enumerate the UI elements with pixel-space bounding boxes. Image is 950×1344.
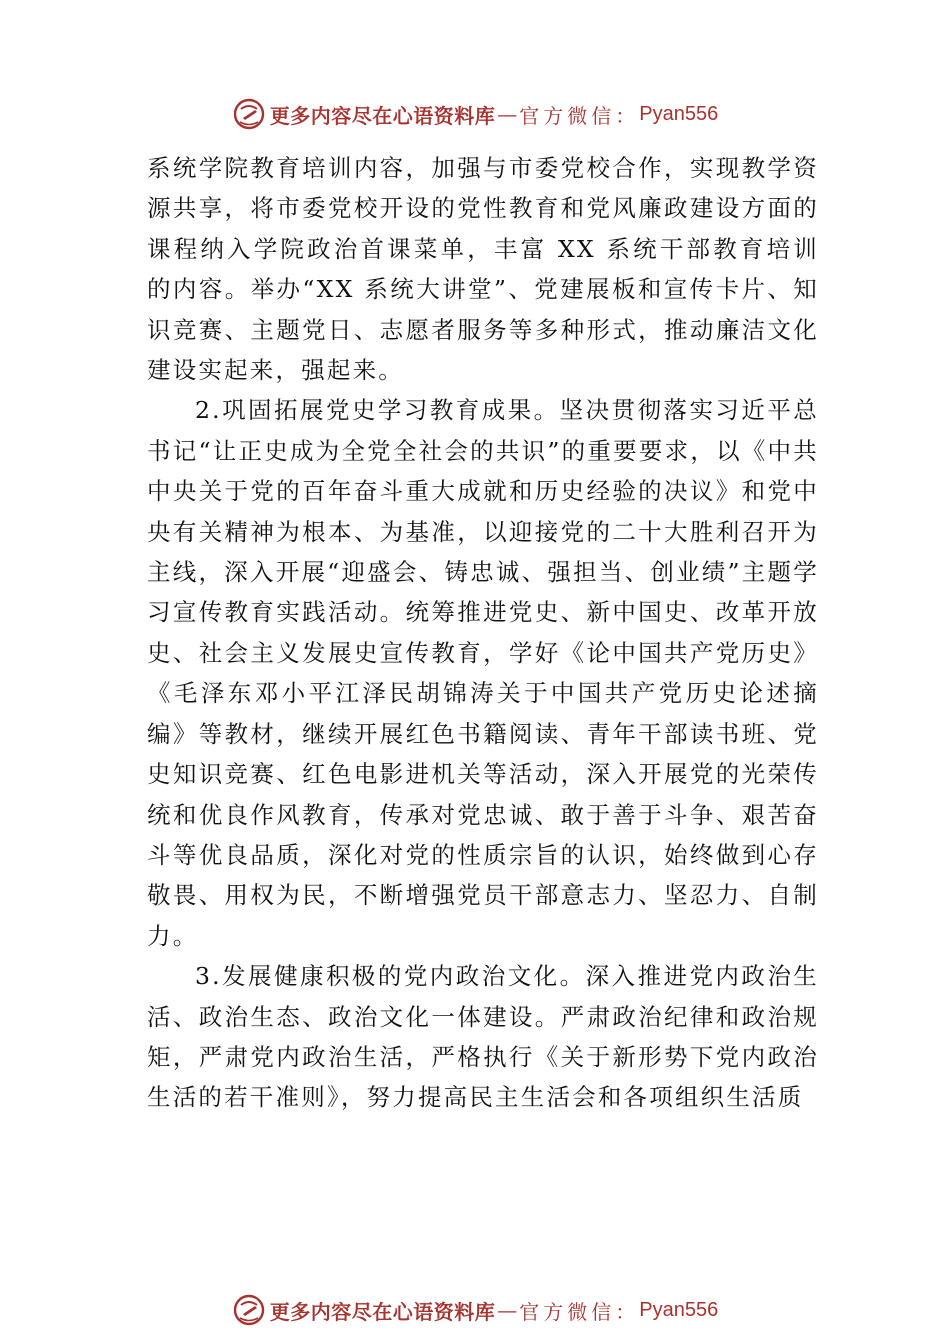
banner-slogan: 更多内容尽在心语资料库 <box>269 1299 496 1324</box>
banner-wechat-label: 官方微信： <box>519 1299 640 1324</box>
banner-wechat-label: 官方微信： <box>519 103 640 128</box>
document-body <box>147 148 819 1118</box>
paragraph-continuation: 系统学院教育培训内容，加强与市委党校合作，实现教学资源共享，将市委党校开设的党性教育和党风廉政建设方面的课程纳入学院政治首课菜单，丰富 XX 系统干部教育培训的内容。举办“XX 系统大讲堂”、党建展板和宣传卡片、知识竞赛、主题党日、志愿者服务等多种形式，推动廉洁文化建设实起来，强起来。 <box>147 154 819 385</box>
stamp-logo-icon <box>232 97 266 131</box>
banner-wechat-id: Pyan556 <box>639 102 719 125</box>
paragraph-party-history: 2.巩固拓展党史学习教育成果。坚决贯彻落实习近平总书记“让正史成为全党全社会的共识”的重要要求，以《中共中央关于党的百年奋斗重大成就和历史经验的决议》和党中央有关精神为根本、为基准，以迎接党的二十大胜利召开为主线，深入开展“迎盛会、铸忠诚、强担当、创业绩”主题学习宣传教育实践活动。统筹推进党史、新中国史、改革开放史、社会主义发展史宣传教育，学好《论中国共产党历史》《毛泽东邓小平江泽民胡锦涛关于中国共产党历史论述摘编》等教材，继续开展红色书籍阅读、青年干部读书班、党史知识竞赛、红色电影进机关等活动，深入开展党的光荣传统和优良作风教育，传承对党忠诚、敢于善于斗争、艰苦奋斗等优良品质，深化对党的性质宗旨的认识，始终做到心存敬畏、用权为民，不断增强党员干部意志力、坚忍力、自制力。 <box>147 396 819 950</box>
banner-wechat-id: Pyan556 <box>639 1298 719 1321</box>
footer-banner <box>0 1288 950 1332</box>
banner-separator: — <box>497 1298 518 1322</box>
header-banner <box>0 92 950 136</box>
paragraph-political-culture: 3.发展健康积极的党内政治文化。深入推进党内政治生活、政治生态、政治文化一体建设。严肃政治纪律和政治规矩，严肃党内政治生活，严格执行《关于新形势下党内政治生活的若干准则》，努力提高民主生活会和各项组织生活质 <box>147 962 819 1112</box>
banner-slogan: 更多内容尽在心语资料库 <box>269 103 496 128</box>
banner-separator: — <box>497 102 518 126</box>
stamp-logo-icon <box>232 1293 266 1327</box>
